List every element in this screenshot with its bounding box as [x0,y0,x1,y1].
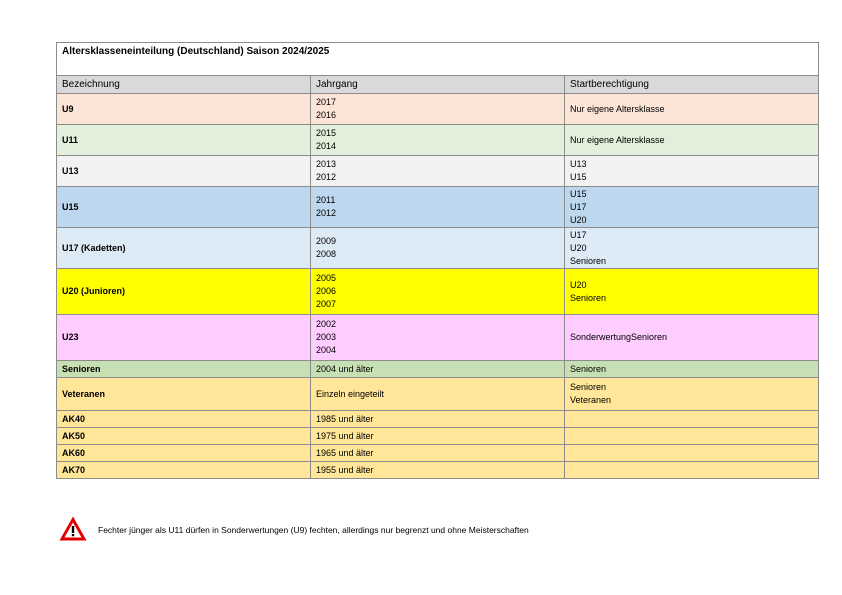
jahrgang-line: 2003 [316,332,337,342]
jahrgang-line: 2006 [316,286,337,296]
cell-bezeichnung: U11 [57,125,311,156]
table-row [57,411,819,428]
cell-jahrgang [311,187,565,228]
jahrgang-line: Einzeln eingeteilt [316,388,385,399]
cell-startberechtigung [565,315,819,361]
jahrgang-line: 1955 und älter [316,464,374,475]
table-title: Altersklasseneinteilung (Deutschland) Saison 2024/2025 [57,43,819,76]
cell-bezeichnung: AK40 [57,411,311,428]
cell-bezeichnung: AK60 [57,445,311,462]
startberechtigung-line: Senioren [570,255,607,266]
cell-jahrgang [311,428,565,445]
table-row [57,156,819,187]
startberechtigung-line: U15 [570,172,587,182]
cell-startberechtigung [565,156,819,187]
cell-startberechtigung [565,228,819,269]
jahrgang-line: 1985 und älter [316,413,374,424]
jahrgang-line: 2015 [316,128,337,138]
table-row [57,445,819,462]
age-class-table [56,42,819,479]
cell-bezeichnung: Veteranen [57,378,311,411]
jahrgang-line: 2011 [316,195,336,205]
header-bezeichnung: Bezeichnung [57,76,311,94]
cell-jahrgang [311,315,565,361]
jahrgang-line: 2002 [316,319,337,329]
jahrgang-line: 2017 [316,97,337,107]
startberechtigung-line: Senioren [570,292,607,303]
cell-startberechtigung [565,361,819,378]
cell-jahrgang [311,94,565,125]
jahrgang-line: 2009 [316,236,337,246]
cell-jahrgang [311,156,565,187]
cell-bezeichnung: AK50 [57,428,311,445]
jahrgang-line: 1965 und älter [316,447,374,458]
cell-startberechtigung [565,125,819,156]
cell-bezeichnung: AK70 [57,462,311,479]
startberechtigung-line: U13 [570,159,587,169]
cell-startberechtigung [565,94,819,125]
table-row [57,228,819,269]
jahrgang-line: 2012 [316,208,337,218]
table-header-row [57,76,819,94]
startberechtigung-line: U20 [570,279,587,290]
jahrgang-line: 2004 und älter [316,363,374,374]
cell-jahrgang [311,228,565,269]
cell-jahrgang [311,361,565,378]
cell-startberechtigung [565,428,819,445]
jahrgang-line: 2012 [316,172,337,182]
table-title-row [57,43,819,76]
startberechtigung-line: Senioren [570,363,607,374]
cell-startberechtigung [565,462,819,479]
cell-bezeichnung: U9 [57,94,311,125]
jahrgang-line: 2004 [316,345,337,355]
cell-startberechtigung [565,378,819,411]
table-row [57,378,819,411]
startberechtigung-line: Nur eigene Altersklasse [570,134,665,145]
table-row [57,361,819,378]
cell-jahrgang [311,411,565,428]
jahrgang-line: 2008 [316,249,337,259]
jahrgang-line: 1975 und älter [316,430,374,441]
jahrgang-line: 2005 [316,273,337,283]
warning-triangle-icon [58,515,88,542]
table-row [57,187,819,228]
jahrgang-line: 2014 [316,141,337,151]
cell-jahrgang [311,125,565,156]
cell-jahrgang [311,462,565,479]
startberechtigung-line: U15 [570,188,587,199]
cell-jahrgang [311,378,565,411]
cell-startberechtigung [565,445,819,462]
startberechtigung-line: SonderwertungSenioren [570,332,668,342]
table-row [57,269,819,315]
cell-startberechtigung [565,187,819,228]
cell-jahrgang [311,269,565,315]
cell-startberechtigung [565,411,819,428]
cell-bezeichnung: U13 [57,156,311,187]
table-row [57,94,819,125]
cell-bezeichnung: Senioren [57,361,311,378]
cell-startberechtigung [565,269,819,315]
table-row [57,125,819,156]
header-startberechtigung: Startberechtigung [565,76,819,94]
header-jahrgang: Jahrgang [311,76,565,94]
table-row [57,462,819,479]
startberechtigung-line: U20 [570,214,587,225]
jahrgang-line: 2013 [316,159,337,169]
age-class-table-container [56,42,819,479]
startberechtigung-line: Nur eigene Altersklasse [570,103,665,114]
table-body [57,94,819,479]
footnote [58,515,529,542]
jahrgang-line: 2016 [316,110,337,120]
startberechtigung-line: U17 [570,229,587,240]
cell-bezeichnung: U15 [57,187,311,228]
startberechtigung-line: Veteranen [570,395,612,405]
cell-jahrgang [311,445,565,462]
table-row [57,315,819,361]
cell-bezeichnung: U20 (Junioren) [57,269,311,315]
jahrgang-line: 2007 [316,299,337,309]
startberechtigung-line: U20 [570,242,587,253]
cell-bezeichnung: U17 (Kadetten) [57,228,311,269]
footnote-text: Fechter jünger als U11 dürfen in Sonderwertungen (U9) fechten, allerdings nur begrenzt und ohne Meisterschaften [98,525,529,535]
cell-bezeichnung: U23 [57,315,311,361]
startberechtigung-line: Senioren [570,382,607,392]
table-row [57,428,819,445]
startberechtigung-line: U17 [570,201,587,212]
